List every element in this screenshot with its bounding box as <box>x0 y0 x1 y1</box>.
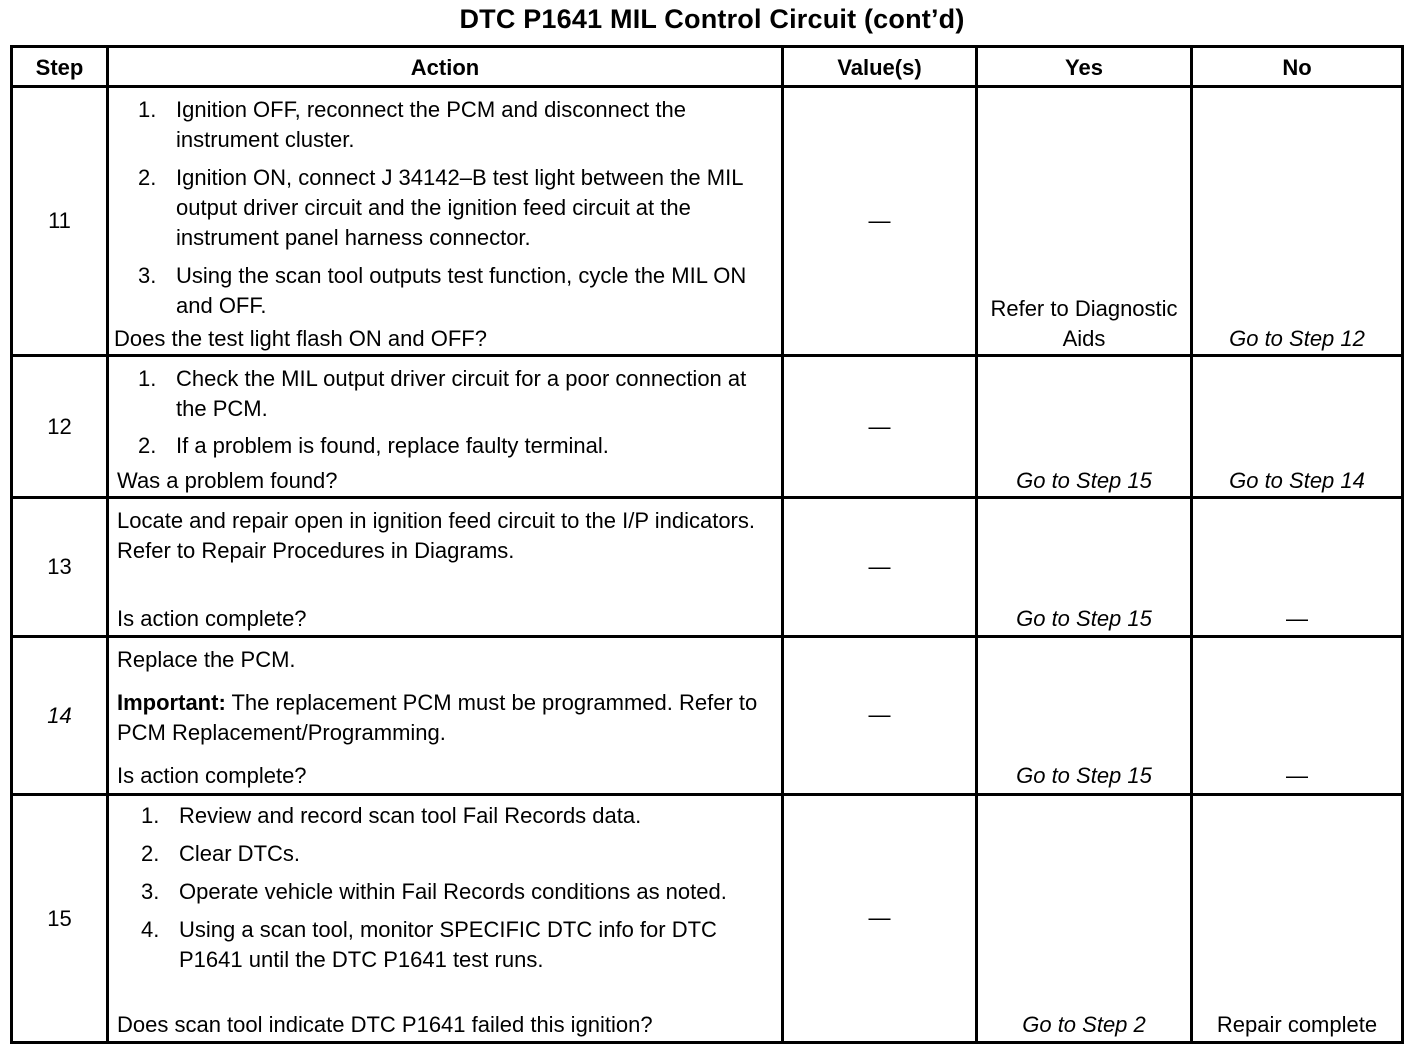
header-values: Value(s) <box>837 55 922 80</box>
header-step: Step <box>35 55 84 80</box>
yes-cell: Refer to Diagnostic Aids <box>990 296 1178 351</box>
column-divider <box>1190 48 1193 1041</box>
action-question: Does scan tool indicate DTC P1641 failed this ignition? <box>117 1012 653 1037</box>
yes-cell: Go to Step 15 <box>1016 606 1152 631</box>
value-cell: — <box>868 554 891 579</box>
row-divider <box>13 354 1401 357</box>
important-text: The replacement PCM must be programmed. Refer to PCM Replacement/Programming. <box>117 690 758 745</box>
step-number: 12 <box>47 413 72 439</box>
header-yes: Yes <box>1065 55 1103 80</box>
action-step: 3. Using the scan tool outputs test function, cycle the MIL ON and OFF. <box>138 263 747 318</box>
header-no: No <box>1282 55 1312 80</box>
value-cell: — <box>868 905 891 930</box>
action-steps <box>114 364 774 461</box>
action-steps <box>117 801 763 975</box>
header-action: Action <box>410 55 480 80</box>
action-question: Does the test light flash ON and OFF? <box>114 326 487 351</box>
action-step: 2. If a problem is found, replace faulty terminal. <box>138 433 609 458</box>
row-divider <box>13 793 1401 796</box>
action-steps <box>114 95 774 321</box>
column-divider <box>781 48 784 1041</box>
yes-cell: Go to Step 15 <box>1016 468 1152 493</box>
no-cell: Go to Step 12 <box>1229 326 1365 351</box>
step-number: 11 <box>48 208 71 233</box>
yes-cell: Go to Step 2 <box>1022 1012 1146 1037</box>
no-cell: Go to Step 14 <box>1229 468 1365 493</box>
step-number: 14 <box>47 702 72 728</box>
row-divider <box>13 496 1401 499</box>
action-text: Locate and repair open in ignition feed circuit to the I/P indicators. Refer to Repair Procedures in Diagrams. <box>117 508 755 563</box>
action-question: Is action complete? <box>117 606 307 631</box>
action-text: Replace the PCM. <box>117 647 296 672</box>
action-question: Was a problem found? <box>117 468 338 493</box>
step-number: 13 <box>47 554 72 579</box>
column-divider <box>975 48 978 1041</box>
page-title: DTC P1641 MIL Control Circuit (cont’d) <box>459 4 965 34</box>
action-step: 1. Check the MIL output driver circuit for a poor connection at the PCM. <box>138 366 747 421</box>
step-number: 15 <box>47 905 72 931</box>
yes-cell: Go to Step 15 <box>1016 763 1152 788</box>
column-divider <box>106 48 109 1041</box>
action-step: 2. Clear DTCs. <box>141 841 301 866</box>
important-note <box>117 688 767 748</box>
action-question: Is action complete? <box>117 763 307 788</box>
diagnostic-table <box>10 45 1404 1044</box>
no-cell: — <box>1286 763 1308 788</box>
action-step: 1. Review and record scan tool Fail Records data. <box>141 803 642 828</box>
action-step: 1. Ignition OFF, reconnect the PCM and disconnect the instrument cluster. <box>138 97 686 152</box>
action-step: 4. Using a scan tool, monitor SPECIFIC DTC info for DTC P1641 until the DTC P1641 test runs. <box>141 917 717 972</box>
no-cell: Repair complete <box>1216 1012 1378 1037</box>
value-cell: — <box>868 702 891 727</box>
row-divider <box>13 635 1401 638</box>
action-step: 2. Ignition ON, connect J 34142–B test light between the MIL output driver circuit and the ignition feed circuit at the instrument panel harness connector. <box>138 165 743 250</box>
value-cell: — <box>868 208 891 233</box>
important-label: Important: <box>117 690 226 715</box>
value-cell: — <box>868 414 891 439</box>
action-step: 3. Operate vehicle within Fail Records conditions as noted. <box>141 879 727 904</box>
no-cell: — <box>1286 606 1308 631</box>
